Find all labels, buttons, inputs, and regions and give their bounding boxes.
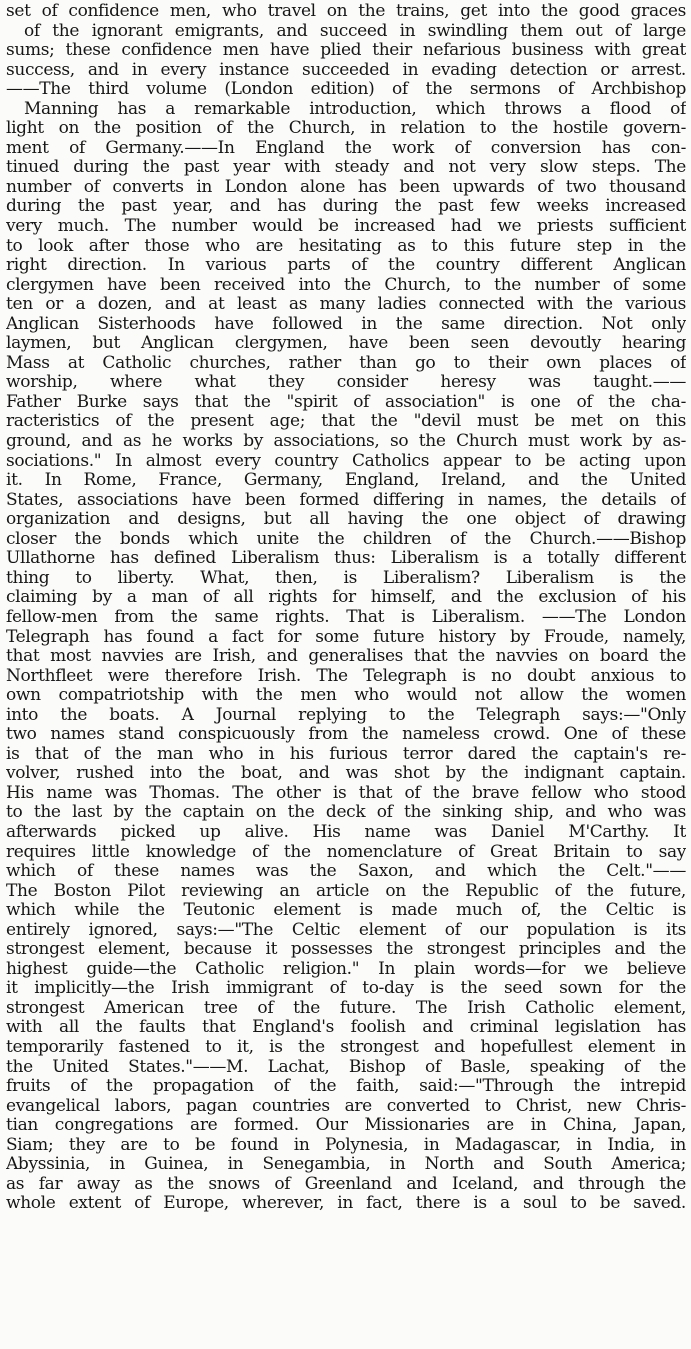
text-line: tian congregations are formed. Our Missionaries are in China, Japan, xyxy=(6,1116,686,1136)
text-line: ten or a dozen, and at least as many ladies connected with the various xyxy=(6,295,686,315)
text-line: it implicitly—the Irish immigrant of to-day is the seed sown for the xyxy=(6,979,686,999)
text-line: Anglican Sisterhoods have followed in the same direction. Not only xyxy=(6,314,686,334)
text-line: entirely ignored, says:—"The Celtic element of our population is its xyxy=(6,920,686,940)
text-line: success, and in every instance succeeded in evading detection or arrest. xyxy=(6,60,686,80)
text-line: racteristics of the present age; that the "devil must be met on this xyxy=(6,412,686,432)
text-line: fruits of the propagation of the faith, said:—"Through the intrepid xyxy=(6,1077,686,1097)
text-line: set of confidence men, who travel on the trains, get into the good graces xyxy=(6,2,686,21)
text-line: number of converts in London alone has been upwards of two thousand xyxy=(6,177,686,197)
text-line: which of these names was the Saxon, and which the Celt."—— xyxy=(6,862,686,882)
text-line: to look after those who are hesitating as to this future step in the xyxy=(6,236,686,256)
text-line: worship, where what they consider heresy was taught.—— xyxy=(6,373,686,393)
text-line: organization and designs, but all having the one object of drawing xyxy=(6,510,686,530)
text-line: it. In Rome, France, Germany, England, Ireland, and the United xyxy=(6,471,686,491)
text-line: Ullathorne has defined Liberalism thus: Liberalism is a totally different xyxy=(6,549,686,569)
text-line: evangelical labors, pagan countries are converted to Christ, new Chris- xyxy=(6,1096,686,1116)
text-line: strongest American tree of the future. The Irish Catholic element, xyxy=(6,998,686,1018)
text-line: temporarily fastened to it, is the strongest and hopefullest element in xyxy=(6,1037,686,1057)
text-line: laymen, but Anglican clergymen, have been seen devoutly hearing xyxy=(6,334,686,354)
text-line: of the ignorant emigrants, and succeed in swindling them out of large xyxy=(24,21,686,41)
text-line: highest guide—the Catholic religion." In plain words—for we believe xyxy=(6,959,686,979)
text-line: States, associations have been formed differing in names, the details of xyxy=(6,490,686,510)
text-line: sums; these confidence men have plied their nefarious business with great xyxy=(6,41,686,61)
text-line: clergymen have been received into the Church, to the number of some xyxy=(6,275,686,295)
text-line: whole extent of Europe, wherever, in fact, there is a soul to be saved. xyxy=(6,1194,686,1214)
text-line: into the boats. A Journal replying to the Telegraph says:—"Only xyxy=(6,705,686,725)
text-line: during the past year, and has during the past few weeks increased xyxy=(6,197,686,217)
text-line: own compatriotship with the men who would not allow the women xyxy=(6,686,686,706)
text-line: requires little knowledge of the nomenclature of Great Britain to say xyxy=(6,842,686,862)
text-line: Northfleet were therefore Irish. The Telegraph is no doubt anxious to xyxy=(6,666,686,686)
text-line: His name was Thomas. The other is that of the brave fellow who stood xyxy=(6,783,686,803)
text-line: light on the position of the Church, in relation to the hostile govern- xyxy=(6,119,686,139)
text-line: as far away as the snows of Greenland and Iceland, and through the xyxy=(6,1174,686,1194)
text-line: is that of the man who in his furious terror dared the captain's re- xyxy=(6,744,686,764)
text-line: afterwards picked up alive. His name was Daniel M'Carthy. It xyxy=(6,822,686,842)
text-line: strongest element, because it possesses the strongest principles and the xyxy=(6,940,686,960)
text-line: Mass at Catholic churches, rather than go to their own places of xyxy=(6,353,686,373)
text-line: claiming by a man of all rights for himself, and the exclusion of his xyxy=(6,588,686,608)
text-line: fellow-men from the same rights. That is Liberalism. ——The London xyxy=(6,607,686,627)
text-line: which while the Teutonic element is made much of, the Celtic is xyxy=(6,901,686,921)
text-line: Telegraph has found a fact for some future history by Froude, namely, xyxy=(6,627,686,647)
text-line: to the last by the captain on the deck of the sinking ship, and who was xyxy=(6,803,686,823)
text-line: volver, rushed into the boat, and was shot by the indignant captain. xyxy=(6,764,686,784)
text-line: with all the faults that England's foolish and criminal legislation has xyxy=(6,1018,686,1038)
text-line: Abyssinia, in Guinea, in Senegambia, in North and South America; xyxy=(6,1155,686,1175)
text-line: the United States."——M. Lachat, Bishop of Basle, speaking of the xyxy=(6,1057,686,1077)
text-line: very much. The number would be increased had we priests sufficient xyxy=(6,217,686,237)
text-line: Father Burke says that the "spirit of association" is one of the cha- xyxy=(6,392,686,412)
article-column xyxy=(6,2,686,1214)
text-line: Manning has a remarkable introduction, which throws a flood of xyxy=(24,99,686,119)
text-line: right direction. In various parts of the country different Anglican xyxy=(6,256,686,276)
text-line: Siam; they are to be found in Polynesia, in Madagascar, in India, in xyxy=(6,1135,686,1155)
text-line: ——The third volume (London edition) of the sermons of Archbishop xyxy=(6,80,686,100)
text-line: closer the bonds which unite the children of the Church.——Bishop xyxy=(6,529,686,549)
text-line: tinued during the past year with steady and not very slow steps. The xyxy=(6,158,686,178)
text-line: two names stand conspicuously from the nameless crowd. One of these xyxy=(6,725,686,745)
text-line: ment of Germany.——In England the work of conversion has con- xyxy=(6,138,686,158)
text-line: sociations." In almost every country Catholics appear to be acting upon xyxy=(6,451,686,471)
text-line: that most navvies are Irish, and generalises that the navvies on board the xyxy=(6,647,686,667)
text-line: The Boston Pilot reviewing an article on the Republic of the future, xyxy=(6,881,686,901)
text-line: thing to liberty. What, then, is Liberalism? Liberalism is the xyxy=(6,568,686,588)
text-line: ground, and as he works by associations, so the Church must work by as- xyxy=(6,432,686,452)
